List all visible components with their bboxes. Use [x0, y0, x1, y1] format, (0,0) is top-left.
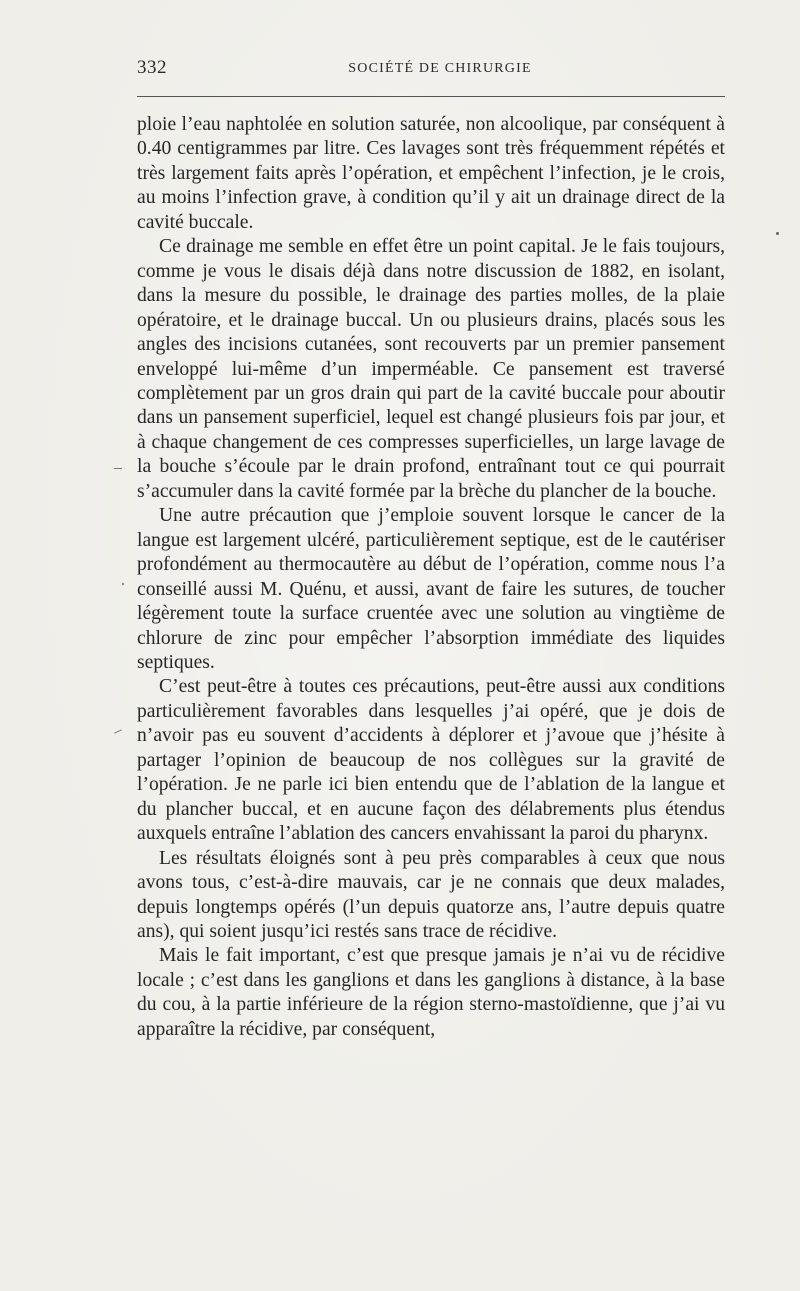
margin-mark [114, 468, 122, 469]
header-rule [137, 96, 725, 97]
paragraph-5: Les résultats éloignés sont à peu près comparables à ceux que nous avons tous, c’est-à-dire mauvais, car je ne connais que deux malades, depuis longtemps opérés (l’un depuis quatorze ans, l’autre depuis quatre ans), qui soient jusqu’ici restés sans trace de récidive. [137, 847, 725, 942]
paragraph-1: ploie l’eau naphtolée en solution saturée, non alcoolique, par conséquent à 0.40 centigrammes par litre. Ces lavages sont très fréquemment répétés et très largement faits après l’opération, et empêchent l’infection, je le crois, au moins l’infection grave, à condition qu’il y ait un drainage direct de la cavité buccale. [137, 114, 725, 233]
paragraph-6: Mais le fait important, c’est que presque jamais je n’ai vu de récidive locale ; c’est dans les ganglions et dans les ganglions à distance, à la base du cou, à la partie inférieure de la région sterno-mastoïdienne, que j’ai vu apparaître la récidive, par conséquent, [137, 945, 725, 1040]
paragraph-3: Une autre précaution que j’emploie souvent lorsque le cancer de la langue est largement ulcéré, particulièrement septique, est de le cautériser profondément au thermocautère au début de l’opération, comme nous l’a conseillé aussi M. Quénu, et aussi, avant de faire les sutures, de toucher légèrement toute la surface cruentée avec une solution au vingtième de chlorure de zinc pour empêcher l’absorption immédiate des liquides septiques. [137, 505, 725, 673]
page-header [137, 57, 725, 87]
running-head: SOCIÉTÉ DE CHIRURGIE [348, 61, 532, 76]
margin-speck [776, 232, 779, 235]
page-number: 332 [137, 57, 167, 78]
body-text [137, 113, 725, 1042]
paragraph-2: Ce drainage me semble en effet être un point capital. Je le fais toujours, comme je vous le disais déjà dans notre discussion de 1882, en isolant, dans la mesure du possible, le drainage des parties molles, de la plaie opératoire, et le drainage buccal. Un ou plusieurs drains, placés sous les angles des incisions cutanées, sont recouverts par un premier pansement enveloppé lui-même d’un imperméable. Ce pansement est traversé complètement par un gros drain qui part de la cavité buccale pour aboutir dans un pansement superficiel, lequel est changé plusieurs fois par jour, et à chaque changement de ces compresses superficielles, un large lavage de la bouche s’écoule par le drain profond, entraînant tout ce qui pourrait s’accumuler dans la cavité formée par la brèche du plancher de la bouche. [137, 236, 725, 502]
paragraph-4: C’est peut-être à toutes ces précautions, peut-être aussi aux conditions particulièrement favorables dans lesquelles j’ai opéré, que je dois de n’avoir pas eu souvent d’accidents à déplorer et j’avoue que j’hésite à partager l’opinion de beaucoup de nos collègues sur la gravité de l’opération. Je ne parle ici bien entendu que de l’ablation de la langue et du plancher buccal, et en aucune façon des délabrements plus étendus auxquels entraîne l’ablation des cancers envahissant la paroi du pharynx. [137, 676, 725, 845]
margin-mark [114, 729, 122, 733]
margin-speck [122, 583, 124, 585]
